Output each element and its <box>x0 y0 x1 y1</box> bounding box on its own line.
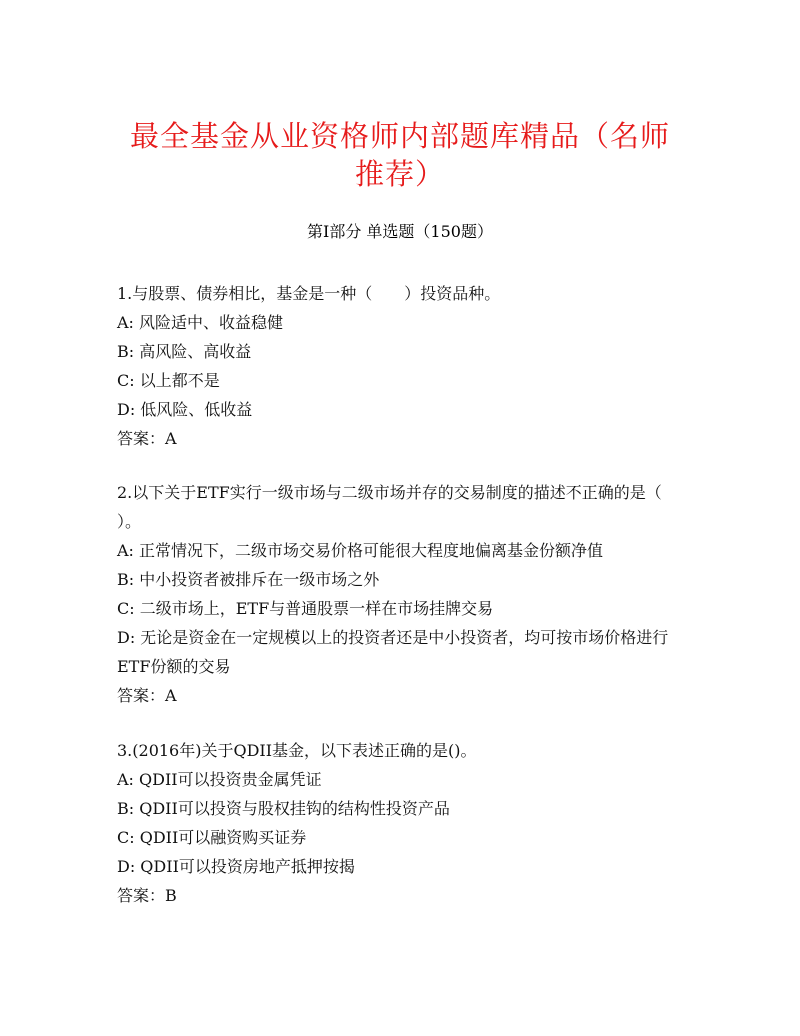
option-b: B: 中小投资者被排斥在一级市场之外 <box>117 570 380 589</box>
option-c: C: QDII可以融资购买证券 <box>117 828 307 847</box>
answer: 答案：B <box>117 886 177 905</box>
option-b: B: QDII可以投资与股权挂钩的结构性投资产品 <box>117 799 450 818</box>
section-heading: 第I部分 单选题（150题） <box>307 222 493 241</box>
question-2 <box>117 478 687 710</box>
option-b: B: 高风险、高收益 <box>117 342 252 361</box>
option-d: D: 低风险、低收益 <box>117 400 253 419</box>
answer: 答案：A <box>117 429 177 448</box>
option-d: D: QDII可以投资房地产抵押按揭 <box>117 857 355 876</box>
answer: 答案：A <box>117 686 177 705</box>
question-1 <box>117 279 687 453</box>
option-c: C: 以上都不是 <box>117 371 220 390</box>
option-a: A: 风险适中、收益稳健 <box>117 313 284 332</box>
document-title: 最全基金从业资格师内部题库精品（名师推荐） <box>129 119 670 191</box>
question-stem: 1.与股票、债券相比，基金是一种（ ）投资品种。 <box>117 284 501 303</box>
option-d: D: 无论是资金在一定规模以上的投资者还是中小投资者，均可按市场价格进行ETF份额的交易 <box>117 628 669 676</box>
option-a: A: 正常情况下，二级市场交易价格可能很大程度地偏离基金份额净值 <box>117 541 604 560</box>
question-stem: 3.(2016年)关于QDII基金，以下表述正确的是()。 <box>117 741 477 760</box>
question-3 <box>117 736 687 910</box>
option-c: C: 二级市场上，ETF与普通股票一样在市场挂牌交易 <box>117 599 494 618</box>
question-stem: 2.以下关于ETF实行一级市场与二级市场并存的交易制度的描述不正确的是（ ）。 <box>117 483 662 531</box>
option-a: A: QDII可以投资贵金属凭证 <box>117 770 322 789</box>
